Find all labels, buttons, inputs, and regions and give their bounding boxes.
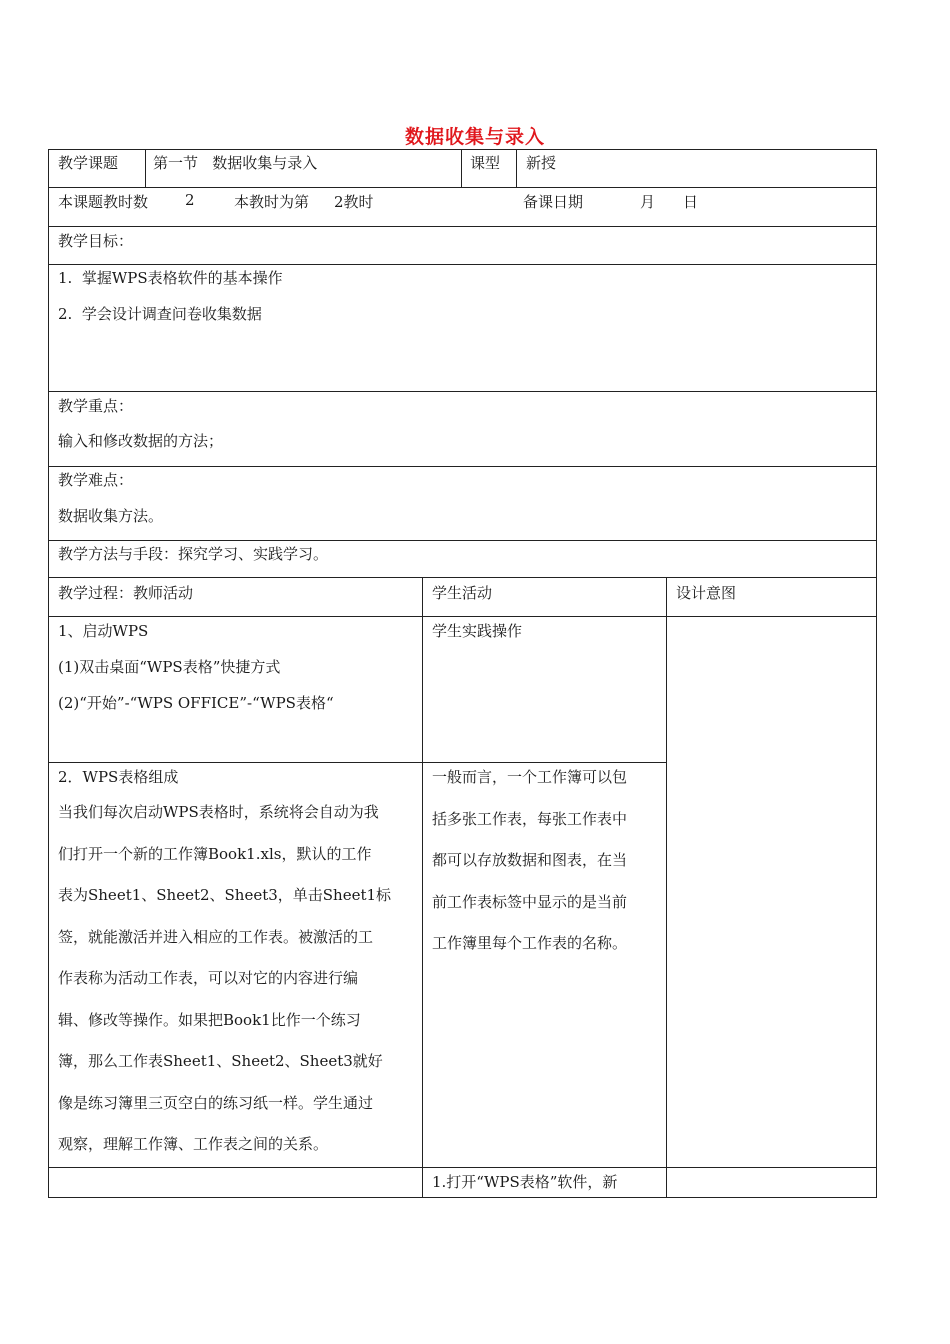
step2-line: 像是练习簿里三页空白的练习纸一样。学生通过 <box>58 1093 374 1112</box>
step2-title: 2．WPS表格组成 <box>58 768 179 786</box>
table-border-bottom <box>48 1197 877 1198</box>
row-divider <box>48 540 877 541</box>
prep-day: 日 <box>683 193 699 211</box>
total-hours-label: 本课题教时数 <box>58 193 149 211</box>
table-border-left <box>48 149 49 1197</box>
focus-label: 教学重点： <box>58 397 134 415</box>
col-divider <box>666 577 667 1197</box>
row-divider <box>48 187 877 188</box>
row-divider <box>48 762 666 763</box>
step2-line: 簿，那么工作表Sheet1、Sheet2、Sheet3就好 <box>58 1052 383 1070</box>
table-border-right <box>876 149 877 1197</box>
row-divider <box>48 264 877 265</box>
topic-value: 第一节 数据收集与录入 <box>153 154 318 172</box>
step2-line: 当我们每次启动WPS表格时，系统将会自动为我 <box>58 803 379 821</box>
step2-student-line: 都可以存放数据和图表，在当 <box>432 851 628 869</box>
col-divider <box>422 577 423 1197</box>
goal-item: 2. 学会设计调查问卷收集数据 <box>58 305 262 323</box>
row-divider <box>48 616 877 617</box>
page-title: 数据收集与录入 <box>404 126 545 148</box>
row-divider <box>48 391 877 392</box>
step2-student-line: 前工作表标签中显示的是当前 <box>432 892 628 911</box>
focus-text: 输入和修改数据的方法； <box>58 432 224 450</box>
col-divider <box>516 149 517 187</box>
step2-line: 签，就能激活并进入相应的工作表。被激活的工 <box>58 927 374 946</box>
lesson-type-label: 课型 <box>470 154 501 172</box>
step2-teacher-text <box>58 801 391 1175</box>
row-divider <box>48 577 877 578</box>
step2-student-line: 一般而言，一个工作簿可以包 <box>432 768 628 786</box>
current-hour-value: 2教时 <box>334 193 374 211</box>
step3-student-activity: 1.打开“WPS表格”软件，新 <box>432 1173 618 1191</box>
step2-student-line: 工作簿里每个工作表的名称。 <box>432 934 628 952</box>
row-divider <box>48 226 877 227</box>
step1-line: (1)双击桌面“WPS表格”快捷方式 <box>58 658 281 676</box>
difficulty-text: 数据收集方法。 <box>58 507 164 525</box>
table-border-top <box>48 149 877 150</box>
lesson-type-value: 新授 <box>526 154 557 172</box>
step2-line: 们打开一个新的工作簿Book1.xls，默认的工作 <box>58 844 372 863</box>
step2-line: 表为Sheet1、Sheet2、Sheet3，单击Sheet1标 <box>58 886 392 904</box>
difficulty-label: 教学难点： <box>58 471 134 489</box>
design-intent-header: 设计意图 <box>676 584 737 602</box>
prep-month: 月 <box>640 193 656 211</box>
step2-student-line: 括多张工作表，每张工作表中 <box>432 809 628 828</box>
current-hour-label: 本教时为第 <box>234 193 310 211</box>
col-divider <box>461 149 462 187</box>
prep-date-label: 备课日期 <box>523 193 584 211</box>
student-activity-header: 学生活动 <box>432 584 493 602</box>
teacher-activity-header: 教学过程：教师活动 <box>58 584 194 602</box>
goal-item: 1. 掌握WPS表格软件的基本操作 <box>58 269 283 287</box>
method-text: 教学方法与手段：探究学习、实践学习。 <box>58 545 329 563</box>
step1-student-activity: 学生实践操作 <box>432 622 523 640</box>
step2-student-text <box>432 766 627 974</box>
step1-line: (2)“开始”-“WPS OFFICE”-“WPS表格“ <box>58 694 334 712</box>
step2-line: 观察，理解工作簿、工作表之间的关系。 <box>58 1135 329 1153</box>
row-divider <box>48 466 877 467</box>
goals-label: 教学目标： <box>58 232 134 250</box>
step2-line: 作表称为活动工作表，可以对它的内容进行编 <box>58 969 359 987</box>
col-divider <box>145 149 146 187</box>
total-hours-value: 2 <box>185 191 195 209</box>
step1-title: 1、启动WPS <box>58 622 149 640</box>
step2-line: 辑、修改等操作。如果把Book1比作一个练习 <box>58 1010 361 1029</box>
topic-label: 教学课题 <box>58 154 119 172</box>
